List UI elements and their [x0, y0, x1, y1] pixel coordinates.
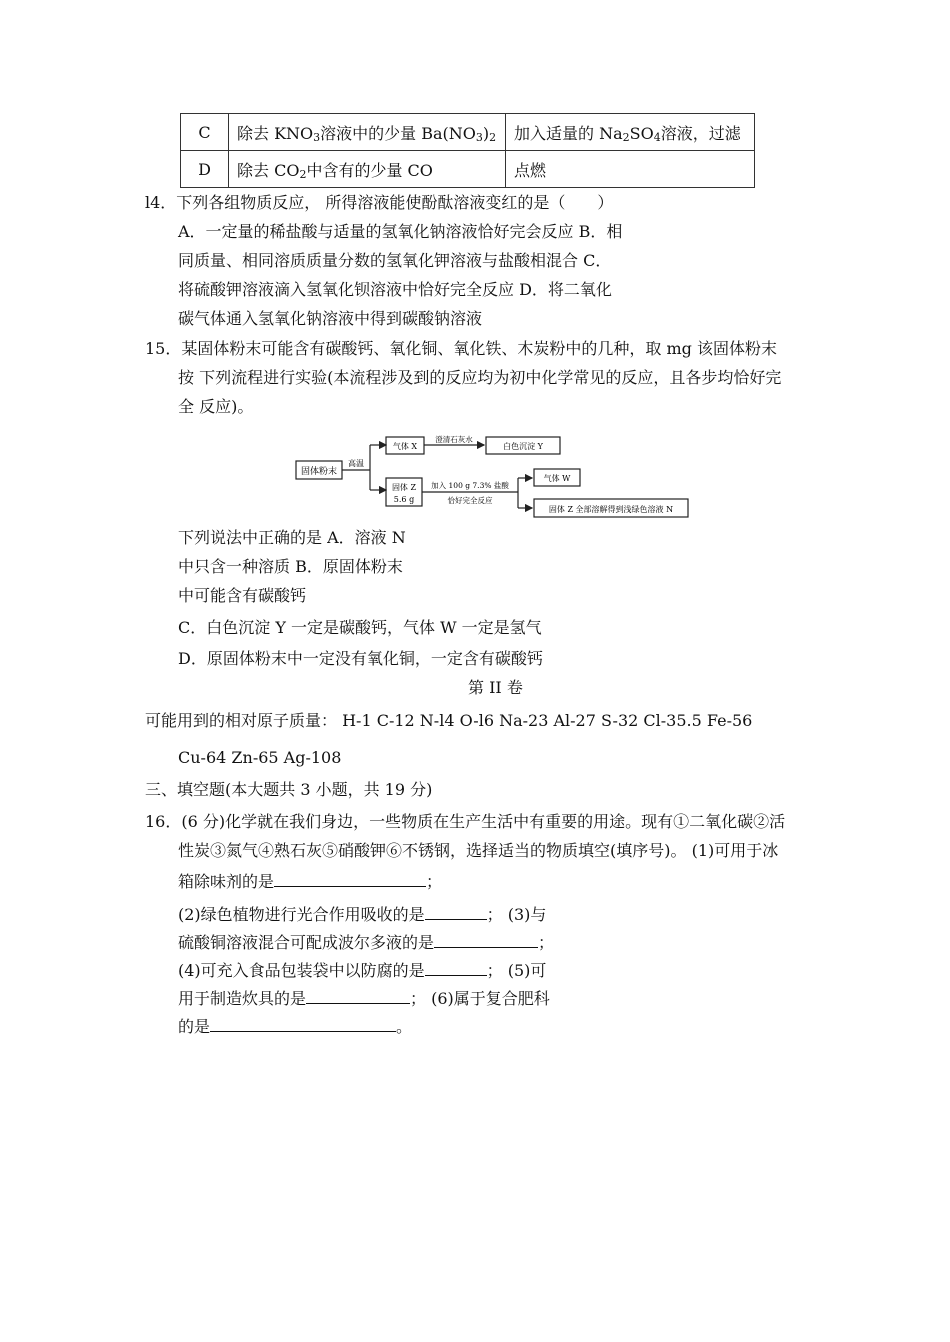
solidZ-label: 固体 Z: [391, 483, 417, 492]
q16-line: 箱除味剂的是 ；: [178, 872, 443, 891]
q15-stem: 按 下列流程进行实验(本流程涉及到的反应均为初中化学常见的反应，且各步均恰好完: [178, 368, 782, 387]
answer-blank-1[interactable]: [274, 870, 426, 887]
precipY-label: 白色沉淀 Y: [503, 442, 543, 451]
q15-option-line: D．原固体粉末中一定没有氧化铜，一定含有碳酸钙: [178, 649, 543, 668]
q15-stem: 全 反应)。: [178, 397, 254, 416]
operation-cell: 除去 $CO_2$中含有的少量 CO: [229, 151, 506, 188]
answer-blank-5[interactable]: [306, 987, 410, 1004]
answer-blank-4[interactable]: [425, 959, 487, 976]
table-row: [181, 151, 755, 188]
acid-condition: 恰好完全反应: [447, 496, 493, 505]
q14-line: 同质量、相同溶质质量分数的氢氧化钾溶液与盐酸相混合 C．: [178, 251, 612, 270]
atomic-masses-line: Cu-64 Zn-65 Ag-108: [178, 748, 342, 767]
q15-option-line: C．白色沉淀 Y 一定是碳酸钙，气体 W 一定是氢气: [178, 618, 542, 637]
gasX-label: 气体 X: [392, 442, 418, 451]
q15-option-line: 中可能含有碳酸钙: [178, 586, 307, 605]
section-title: 第 II 卷: [468, 678, 523, 697]
gasW-label: 气体 W: [543, 474, 571, 483]
q15-option-line: 中只含一种溶质 B．原固体粉末: [178, 557, 403, 576]
q14-line: A．一定量的稀盐酸与适量的氢氧化钠溶液恰好完会反应 B．相: [178, 222, 623, 241]
method-cell: 加入适量的 $Na_2SO_4$溶液，过滤: [506, 114, 755, 151]
start-label: 固体粉末: [300, 467, 338, 477]
answer-blank-3[interactable]: [434, 931, 538, 948]
q16-line: 性炭③氮气④熟石灰⑤硝酸钾⑥不锈钢，选择适当的物质填空(填序号)。 (1)可用于冰: [178, 841, 779, 860]
q16-line: (2)绿色植物进行光合作用吸收的是 ； (3)与: [178, 905, 547, 924]
answer-blank-6[interactable]: [210, 1015, 396, 1032]
row-letter: C: [181, 114, 229, 151]
operation-cell: 除去 $KNO_3$溶液中的少量 $Ba(NO_3)_2$: [229, 114, 506, 151]
options-table: [180, 113, 755, 188]
q16-line: 16．(6 分)化学就在我们身边，一些物质在生产生活中有重要的用途。现有①二氧化碳②活: [145, 812, 786, 831]
q16-line: (4)可充入食品包装袋中以防腐的是 ； (5)可: [178, 961, 547, 980]
solidZ-mass: 5.6 g: [393, 495, 415, 504]
q14-line: 碳气体通入氢氧化钠溶液中得到碳酸钠溶液: [178, 309, 483, 328]
solN-label: 固体 Z 全部溶解得到浅绿色溶液 N: [548, 505, 674, 514]
limewater-label: 澄清石灰水: [435, 435, 473, 444]
q16-line: 硫酸铜溶液混合可配成波尔多液的是 ；: [178, 933, 555, 952]
table-row: [181, 114, 755, 151]
atomic-masses-line: 可能用到的相对原子质量： H-1 C-12 N-l4 O-l6 Na-23 Al-27 S-32 Cl-35.5 Fe-56: [145, 711, 753, 730]
q16-line: 用于制造炊具的是 ； (6)属于复合肥科: [178, 989, 550, 1008]
q16-line: 的是 。: [178, 1017, 413, 1036]
method-cell: 点燃: [506, 151, 755, 188]
condition-label: 高温: [348, 459, 364, 468]
q15-option-line: 下列说法中正确的是 A．溶液 N: [178, 528, 406, 547]
row-letter: D: [181, 151, 229, 188]
q14-line: 将硫酸钾溶液滴入氢氧化钡溶液中恰好完全反应 D．将二氧化: [178, 280, 612, 299]
q15-stem: 15．某固体粉末可能含有碳酸钙、氧化铜、氧化铁、木炭粉中的几种，取 mg 该固体粉末: [145, 339, 777, 358]
q14-stem: l4．下列各组物质反应， 所得溶液能使酚酞溶液变红的是（ ）: [145, 193, 614, 212]
flow-diagram: [292, 432, 692, 522]
part-heading: 三、填空题(本大题共 3 小题，共 19 分): [145, 780, 433, 799]
answer-blank-2[interactable]: [425, 903, 487, 920]
acid-label: 加入 100 g 7.3% 盐酸: [431, 481, 509, 490]
